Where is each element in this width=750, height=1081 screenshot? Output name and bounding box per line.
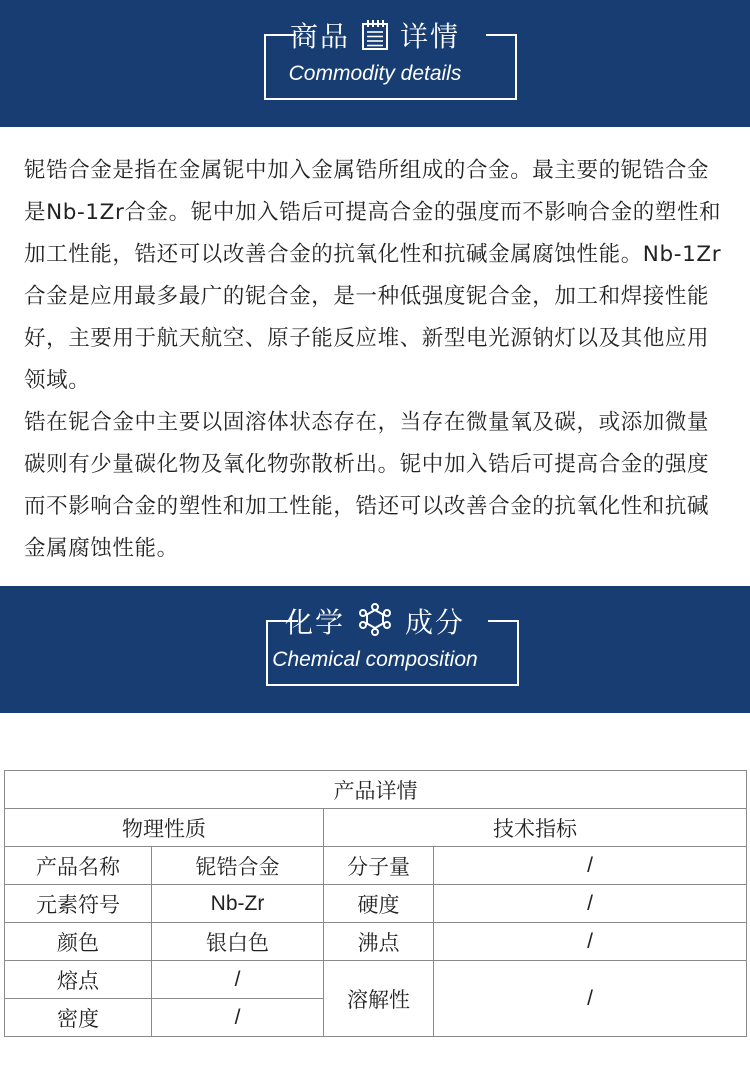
notepad-icon — [360, 19, 390, 51]
commodity-subtitle: Commodity details — [288, 62, 462, 85]
technical-specs-header: 技术指标 — [324, 809, 747, 847]
chemical-title — [0, 602, 750, 640]
property-label: 元素符号 — [5, 885, 152, 923]
tech-label: 硬度 — [324, 885, 434, 923]
tech-value: / — [434, 923, 747, 961]
physical-properties-header: 物理性质 — [5, 809, 324, 847]
property-label: 产品名称 — [5, 847, 152, 885]
property-label: 熔点 — [5, 961, 152, 999]
table-section-row — [5, 809, 747, 847]
molecule-icon — [355, 603, 395, 639]
chemical-title-right: 成分 — [405, 606, 466, 639]
tech-value: / — [434, 847, 747, 885]
description-paragraph-2: 锆在铌合金中主要以固溶体状态存在，当存在微量氧及碳，或添加微量碳则有少量碳化物及氧化物弥散析出。铌中加入锆后可提高合金的强度而不影响合金的塑性和加工性能，锆还可以改善合金的抗氧化性和抗碱金属腐蚀性能。 — [24, 410, 710, 561]
tech-value: / — [434, 885, 747, 923]
tech-label: 分子量 — [324, 847, 434, 885]
tech-label: 沸点 — [324, 923, 434, 961]
chemical-title-left: 化学 — [284, 606, 345, 639]
chemical-subtitle: Chemical composition — [272, 648, 478, 671]
table-row — [5, 923, 747, 961]
property-value: 铌锆合金 — [152, 847, 324, 885]
property-label: 密度 — [5, 999, 152, 1037]
table-row — [5, 847, 747, 885]
table-title-row — [5, 771, 747, 809]
product-description — [24, 150, 728, 570]
description-paragraph-1: 铌锆合金是指在金属铌中加入金属锆所组成的合金。最主要的铌锆合金是Nb-1Zr合金。铌中加入锆后可提高合金的强度而不影响合金的塑性和加工性能，锆还可以改善合金的抗氧化性和抗碱金属腐蚀性能。Nb-1Zr合金是应用最多最广的铌合金，是一种低强度铌合金，加工和焊接性能好，主要用于航天航空、原子能反应堆、新型电光源钠灯以及其他应用领域。 — [24, 158, 722, 393]
commodity-title-left: 商品 — [289, 20, 350, 53]
commodity-title — [0, 16, 750, 54]
property-label: 颜色 — [5, 923, 152, 961]
table-title: 产品详情 — [5, 771, 747, 809]
table-row — [5, 961, 747, 999]
property-value: / — [152, 961, 324, 999]
table-row — [5, 885, 747, 923]
property-value: / — [152, 999, 324, 1037]
product-spec-table — [4, 770, 747, 1037]
tech-value: / — [434, 961, 747, 1037]
property-value: Nb-Zr — [152, 885, 324, 923]
tech-label: 溶解性 — [324, 961, 434, 1037]
commodity-title-right: 详情 — [400, 20, 461, 53]
property-value: 银白色 — [152, 923, 324, 961]
